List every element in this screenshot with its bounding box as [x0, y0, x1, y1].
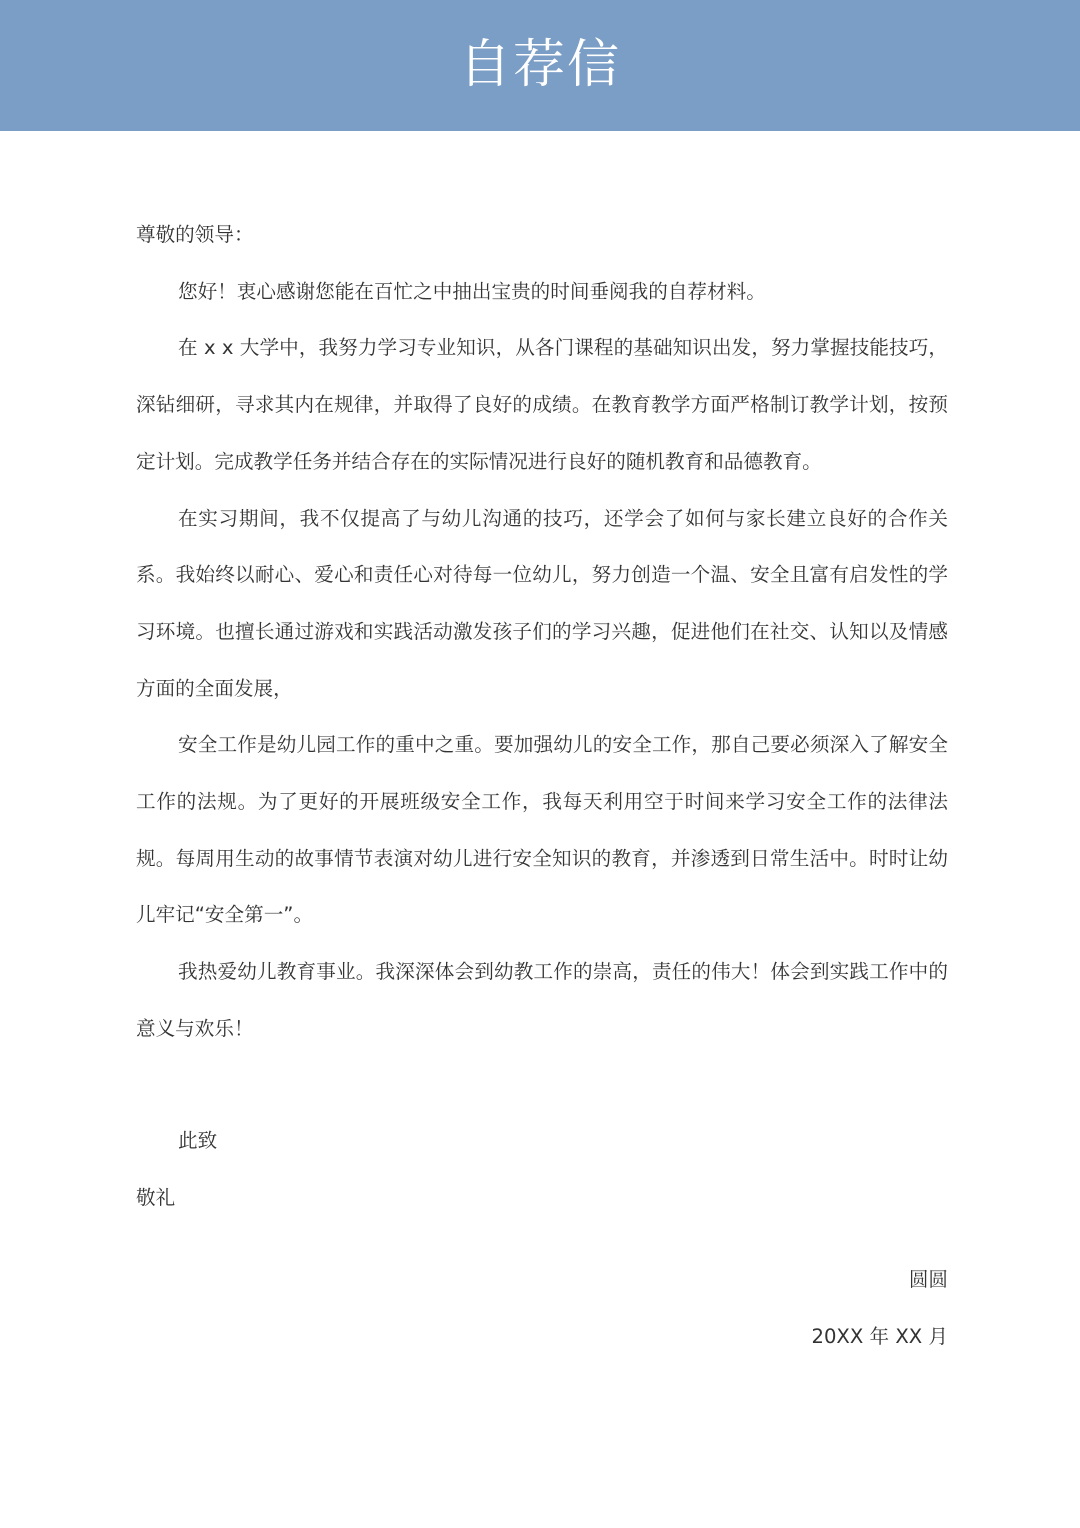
closing-line-1: 此致 [178, 1129, 218, 1152]
letter-body [136, 207, 948, 1058]
paragraph-internship: 在实习期间，我不仅提高了与幼儿沟通的技巧，还学会了如何与家长建立良好的合作关系。我始终以耐心、爱心和责任心对待每一位幼儿，努力创造一个温、安全且富有启发性的学习环境。也擅长通过游戏和实践活动激发孩子们的学习兴趣，促进他们在社交、认知以及情感方面的全面发展， [136, 506, 948, 700]
signer-name: 圆圆 [908, 1268, 948, 1291]
paragraph-passion: 我热爱幼儿教育事业。我深深体会到幼教工作的崇高，责任的伟大！体会到实践工作中的意义与欢乐！ [136, 960, 948, 1040]
closing [136, 1113, 948, 1226]
signoff-date: 20XX 年 XX 月 [811, 1324, 948, 1348]
header-band [0, 0, 1080, 131]
salutation: 尊敬的领导： [136, 223, 254, 246]
page-title: 自荐信 [458, 35, 621, 95]
paragraph-university: 在 x x 大学中，我努力学习专业知识，从各门课程的基础知识出发，努力掌握技能技巧，深钻细研，寻求其内在规律，并取得了良好的成绩。在教育教学方面严格制订教学计划，按预定计划。完成教学任务并结合存在的实际情况进行良好的随机教育和品德教育。 [136, 336, 948, 473]
paragraph-safety: 安全工作是幼儿园工作的重中之重。要加强幼儿的安全工作，那自己要必须深入了解安全工作的法规。为了更好的开展班级安全工作，我每天利用空于时间来学习安全工作的法律法规。每周用生动的故事情节表演对幼儿进行安全知识的教育，并渗透到日常生活中。时时让幼儿牢记“安全第一”。 [136, 733, 948, 927]
closing-line-2: 敬礼 [136, 1185, 176, 1209]
paragraph-greeting: 您好！衷心感谢您能在百忙之中抽出宝贵的时间垂阅我的自荐材料。 [178, 279, 766, 303]
signoff [812, 1252, 949, 1365]
